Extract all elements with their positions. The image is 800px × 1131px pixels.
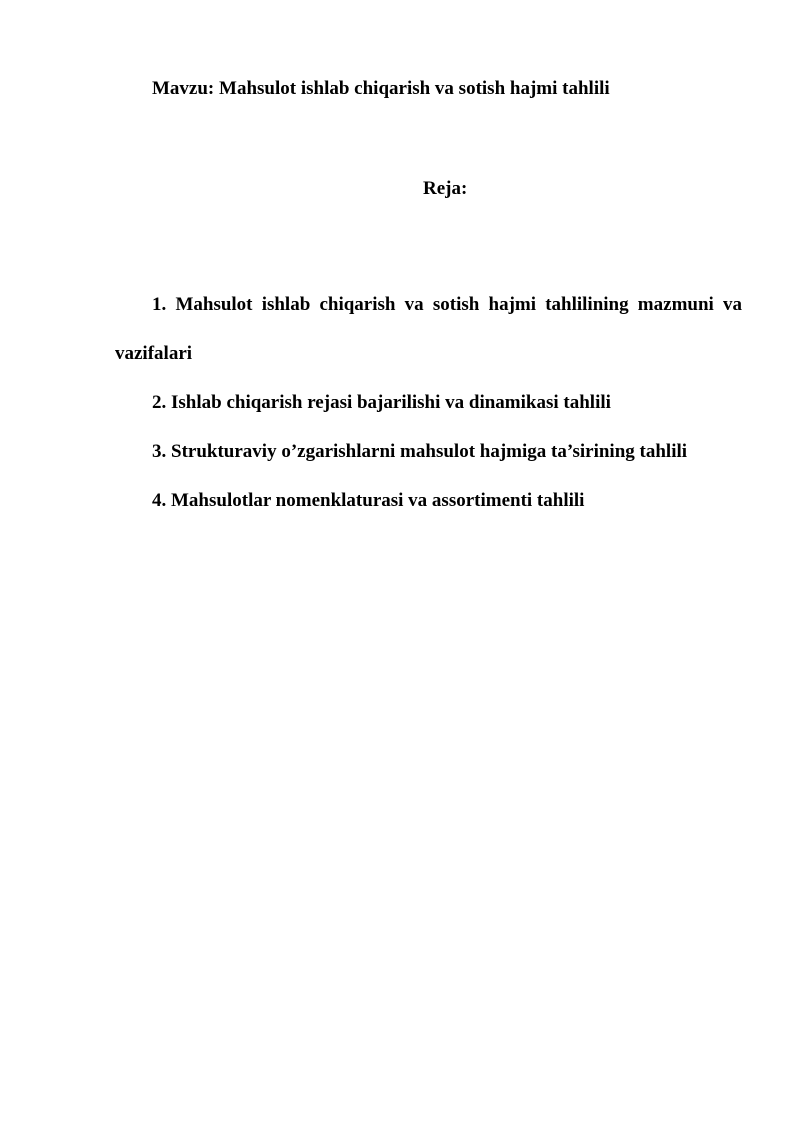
document-title: Mavzu: Mahsulot ishlab chiqarish va sotish hajmi tahlili bbox=[152, 78, 610, 99]
plan-item-3: 3. Strukturaviy o’zgarishlarni mahsulot hajmiga ta’sirining tahlili bbox=[152, 441, 688, 462]
plan-heading: Reja: bbox=[423, 178, 468, 199]
plan-item-4: 4. Mahsulotlar nomenklaturasi va assortimenti tahlili bbox=[152, 490, 585, 511]
plan-item-2: 2. Ishlab chiqarish rejasi bajarilishi va dinamikasi tahlili bbox=[152, 392, 611, 413]
plan-item-1: 1. Mahsulot ishlab chiqarish va sotish hajmi tahlilining mazmuni va vazifalari bbox=[115, 294, 742, 364]
plan-list bbox=[115, 280, 742, 525]
